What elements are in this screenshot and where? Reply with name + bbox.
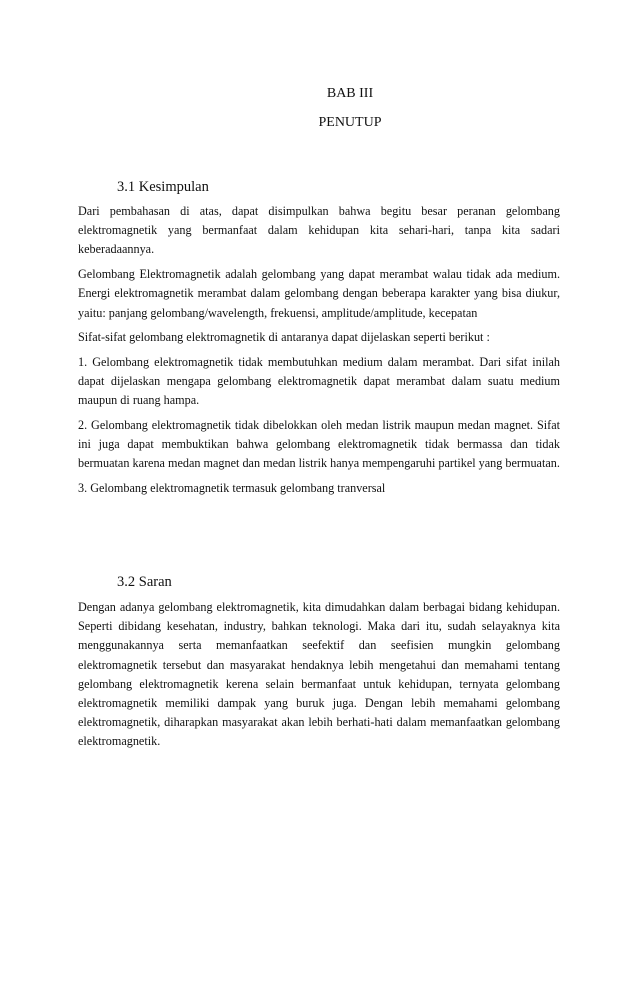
chapter-number: BAB III	[326, 86, 374, 101]
paragraph: Dengan adanya gelombang elektromagnetik, kita dimudahkan dalam berbagai bidang kehidupan. Seperti dibidang kesehatan, industry, bahkan teknologi. Maka dari itu, sudah selayaknya kita menggunakannya serta memanfaatkan seefektif dan seefisien mungkin gelombang elektromagnetik tersebut dan masyarakat hendaknya lebih mengetahui dan memahami tentang gelombang elektromagnetik kerena selain bermanfaat untuk kehidupan, ternyata gelombang elektromagnetik memiliki dampak yang buruk juga. Dengan lebih memahami gelombang elektromagnetik, diharapkan masyarakat akan lebih berhati-hati dalam memanfaatkan gelombang elektromagnetik.	[78, 600, 560, 749]
list-item: 1. Gelombang elektromagnetik tidak membutuhkan medium dalam merambat. Dari sifat inilah dapat dijelaskan mengapa gelombang elektromagnetik dapat merambat dalam suatu medium maupun di ruang hampa.	[78, 354, 560, 408]
saran-body	[78, 598, 560, 757]
list-item: 2. Gelombang elektromagnetik tidak dibelokkan oleh medan listrik maupun medan magnet. Sifat ini juga dapat membuktikan bahwa gelombang elektromagnetik tidak bermassa dan tidak bermuatan karena medan magnet dan medan listrik hanya mempengaruhi partikel yang bermuatan.	[78, 418, 560, 471]
section-heading-kesimpulan: 3.1 Kesimpulan	[117, 179, 209, 195]
chapter-title: PENUTUP	[318, 115, 382, 130]
section-heading-saran: 3.2 Saran	[117, 574, 172, 590]
list-item: 3. Gelombang elektromagnetik termasuk gelombang tranversal	[78, 481, 386, 496]
paragraph: Gelombang Elektromagnetik adalah gelombang yang dapat merambat walau tidak ada medium. Energi elektromagnetik merambat dalam gelombang dengan beberapa karakter yang bisa diukur, yaitu: panjang gelombang/wavelength, frekuensi, amplitude/amplitude, kecepatan	[78, 267, 560, 320]
paragraph: Dari pembahasan di atas, dapat disimpulkan bahwa begitu besar peranan gelombang elektromagnetik yang bermanfaat dalam kehidupan kita sehari-hari, tanpa kita sadari keberadaannya.	[78, 204, 560, 257]
kesimpulan-body	[78, 202, 560, 504]
paragraph: Sifat-sifat gelombang elektromagnetik di antaranya dapat dijelaskan seperti berikut :	[78, 330, 490, 345]
